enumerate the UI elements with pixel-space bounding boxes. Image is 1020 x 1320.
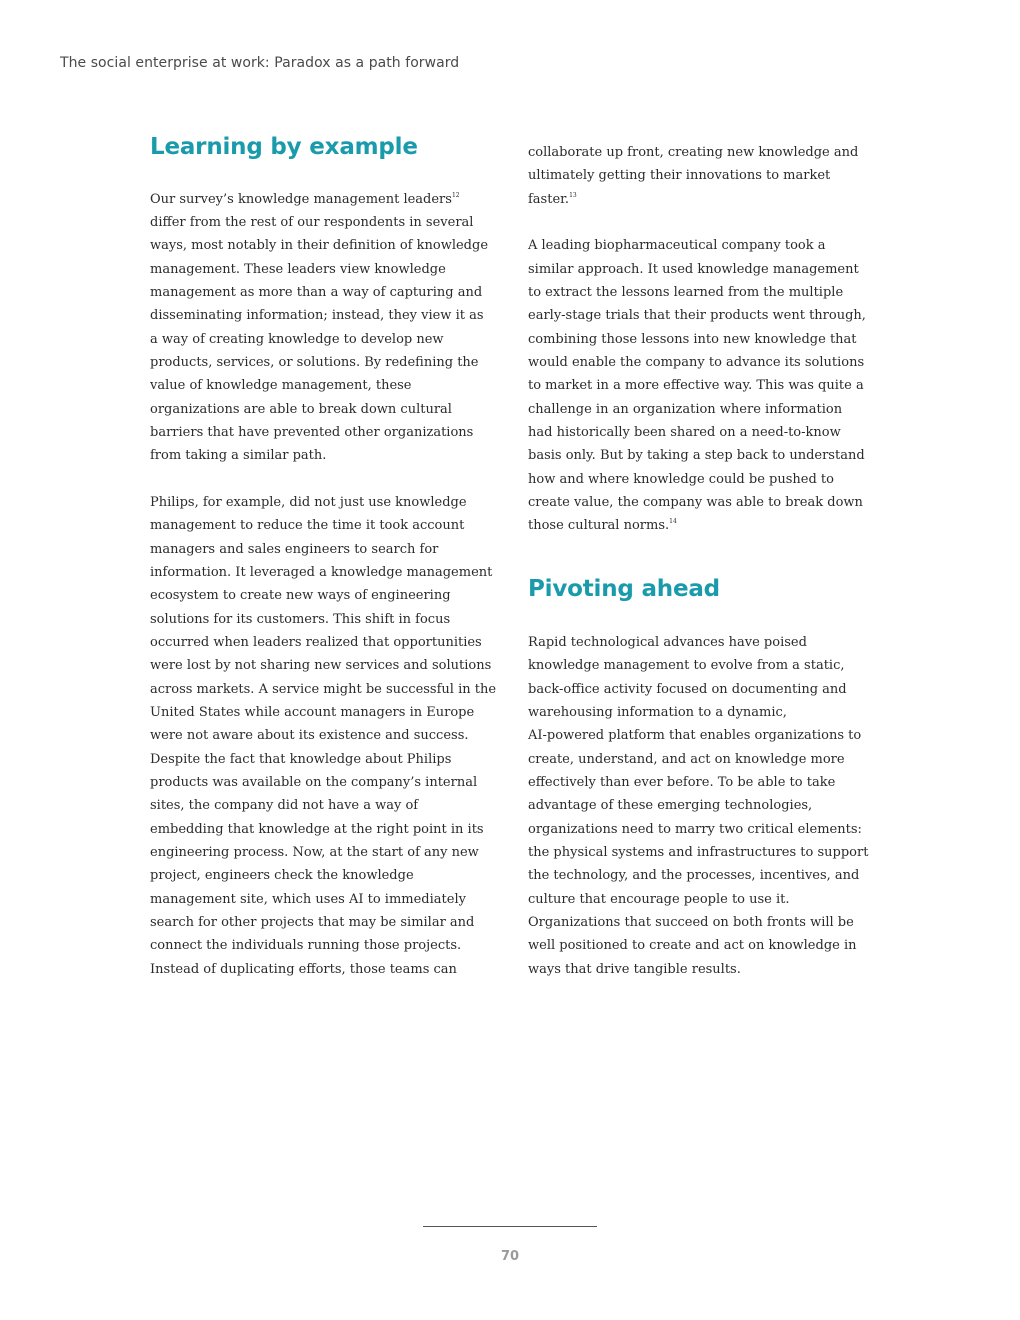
text-line: ecosystem to create new ways of engineering — [150, 588, 451, 603]
page-number: 70 — [500, 1249, 520, 1264]
text-line: would enable the company to advance its solutions — [528, 355, 865, 370]
text-line: were not aware about its existence and success. — [150, 728, 469, 743]
text-line: organizations need to marry two critical elements: — [528, 822, 862, 837]
text-line: effectively than ever before. To be able to take — [528, 775, 836, 790]
text-line: search for other projects that may be similar and — [150, 915, 475, 930]
text-line: from taking a similar path. — [150, 448, 327, 463]
text-line: differ from the rest of our respondents in several — [150, 215, 474, 230]
text-line: the physical systems and infrastructures to support — [528, 845, 869, 860]
text-line: the technology, and the processes, incentives, and — [528, 868, 860, 883]
text-line: management to reduce the time it took account — [150, 518, 465, 533]
text-line: culture that encourage people to use it. — [528, 892, 790, 907]
text-line: Instead of duplicating efforts, those teams can — [150, 962, 457, 977]
text-line: challenge in an organization where information — [528, 402, 843, 417]
text-line: information. It leveraged a knowledge management — [150, 565, 493, 580]
text-line: early-stage trials that their products went through, — [528, 308, 866, 323]
text-line: to market in a more effective way. This was quite a — [528, 378, 864, 393]
footnote-ref: 12 — [451, 192, 460, 199]
text-line: those cultural norms.$^{14}$ — [528, 518, 677, 533]
text-line: products was available on the company’s internal — [150, 775, 478, 790]
text-line: products, services, or solutions. By redefining the — [150, 355, 479, 370]
text-line: similar approach. It used knowledge management — [528, 262, 859, 277]
text-line: value of knowledge management, these — [150, 378, 412, 393]
text-line: ways that drive tangible results. — [528, 962, 741, 977]
text-line: connect the individuals running those projects. — [150, 938, 462, 953]
text-line: collaborate up front, creating new knowledge and — [528, 145, 859, 160]
text-line: create value, the company was able to break down — [528, 495, 863, 510]
text-line: A leading biopharmaceutical company took a — [528, 238, 826, 253]
text-line: back-office activity focused on documenting and — [528, 682, 847, 697]
text-line: sites, the company did not have a way of — [150, 798, 419, 813]
text-line: solutions for its customers. This shift in focus — [150, 612, 451, 627]
text-line: advantage of these emerging technologies, — [528, 798, 813, 813]
text-line: management site, which uses AI to immediately — [150, 892, 466, 907]
footnote-ref: 13 — [569, 192, 577, 199]
text-line: were lost by not sharing new services and solutions — [150, 658, 492, 673]
text-line: managers and sales engineers to search for — [150, 542, 439, 557]
section-heading-learning-by-example: Learning by example — [150, 134, 418, 160]
text-line: combining those lessons into new knowledge that — [528, 332, 857, 347]
text-line: occurred when leaders realized that opportunities — [150, 635, 482, 650]
footnote-ref: 14 — [669, 518, 677, 525]
text-line: had historically been shared on a need-to-know — [528, 425, 841, 440]
text-line: create, understand, and act on knowledge more — [528, 752, 845, 767]
text-line: disseminating information; instead, they view it as — [150, 308, 484, 323]
text-line: basis only. But by taking a step back to understand — [528, 448, 865, 463]
text-line: embedding that knowledge at the right point in its — [150, 822, 484, 837]
text-line: organizations are able to break down cultural — [150, 402, 452, 417]
text-line: project, engineers check the knowledge — [150, 868, 414, 883]
text-line: well positioned to create and act on knowledge in — [528, 938, 857, 953]
text-line: warehousing information to a dynamic, — [528, 705, 787, 720]
text-line: Rapid technological advances have poised — [528, 635, 807, 650]
text-line: management as more than a way of capturing and — [150, 285, 483, 300]
text-line: knowledge management to evolve from a static, — [528, 658, 845, 673]
text-line: Our survey’s knowledge management leaders$^{12}$ — [150, 192, 460, 207]
text-line: Despite the fact that knowledge about Philips — [150, 752, 452, 767]
text-line: ultimately getting their innovations to market — [528, 168, 831, 183]
text-line: a way of creating knowledge to develop new — [150, 332, 444, 347]
text-line: to extract the lessons learned from the multiple — [528, 285, 844, 300]
text-line: Philips, for example, did not just use knowledge — [150, 495, 467, 510]
text-line: engineering process. Now, at the start of any new — [150, 845, 479, 860]
text-line: United States while account managers in Europe — [150, 705, 475, 720]
text-line: how and where knowledge could be pushed to — [528, 472, 834, 487]
text-line: management. These leaders view knowledge — [150, 262, 446, 277]
footer-divider — [423, 1226, 597, 1227]
running-header-title: The social enterprise at work: Paradox as a path forward — [60, 55, 460, 71]
text-line: Organizations that succeed on both fronts will be — [528, 915, 854, 930]
text-line: barriers that have prevented other organizations — [150, 425, 474, 440]
text-line: AI-powered platform that enables organizations to — [528, 728, 862, 743]
text-line: faster.$^{13}$ — [528, 192, 577, 207]
text-line: ways, most notably in their definition of knowledge — [150, 238, 489, 253]
section-heading-pivoting-ahead: Pivoting ahead — [528, 576, 720, 602]
text-line: across markets. A service might be successful in the — [150, 682, 497, 697]
